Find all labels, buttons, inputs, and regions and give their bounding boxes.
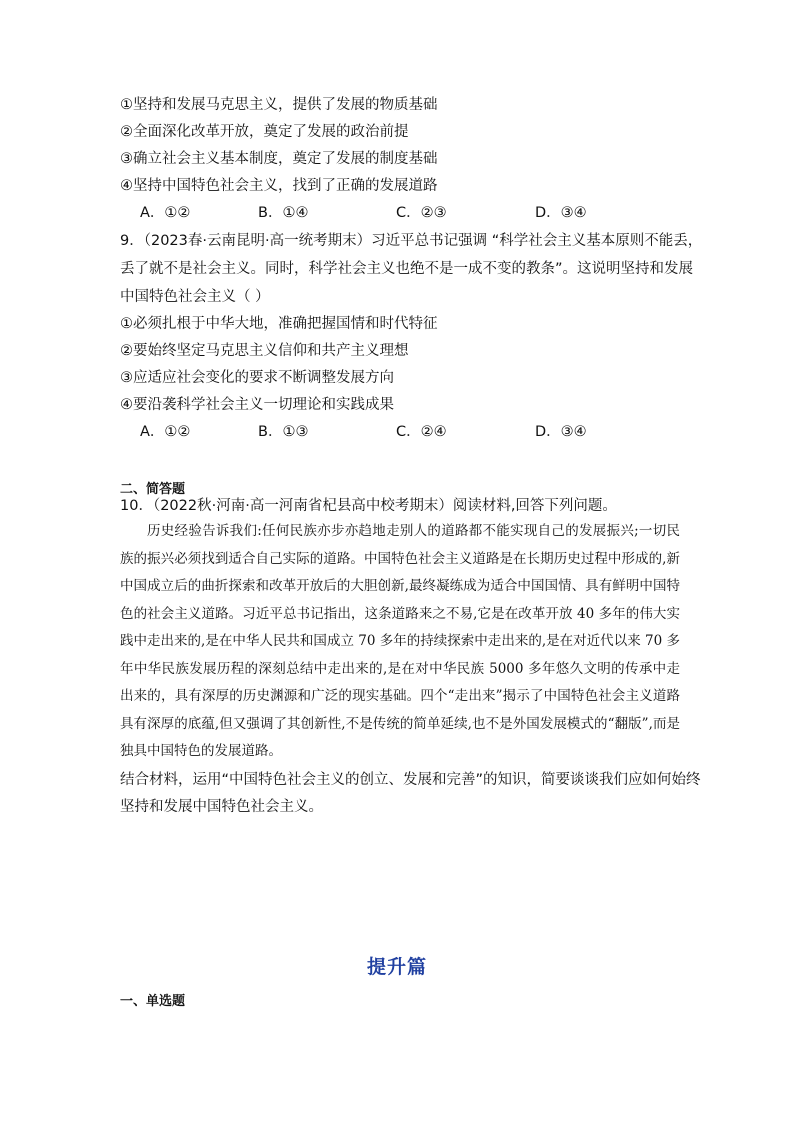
q8-option-c: C．②③: [396, 205, 447, 221]
section-heading-short-answer: 二、简答题: [120, 482, 186, 497]
q10-question-line-1: 结合材料，运用“中国特色社会主义的创立、发展和完善”的知识，简要谈谈我们应如何始终: [120, 772, 701, 788]
q9-item-4: ④要沿袭科学社会主义一切理论和实践成果: [120, 397, 394, 413]
q9-option-a: A．①②: [140, 424, 191, 440]
q9-item-3: ③应适应社会变化的要求不断调整发展方向: [120, 370, 394, 386]
q10-stem: 10．（2022秋·河南·高一河南省杞县高中校考期末）阅读材料,回答下列问题。: [120, 498, 617, 514]
q9-stem-line-3: 中国特色社会主义（ ）: [120, 289, 270, 305]
q8-option-a: A．①②: [140, 205, 191, 221]
q9-stem-line-1: 9．（2023春·云南昆明·高一统考期末）习近平总书记强调 “科学社会主义基本原则不能丢，: [120, 233, 703, 249]
q9-option-b: B．①③: [258, 424, 309, 440]
q9-item-1: ①必须扎根于中华大地，准确把握国情和时代特征: [120, 316, 438, 332]
q8-item-1: ①坚持和发展马克思主义，提供了发展的物质基础: [120, 97, 438, 113]
q9-option-c: C．②④: [396, 424, 447, 440]
q9-option-d: D．③④: [535, 424, 587, 440]
q8-option-d: D．③④: [535, 205, 587, 221]
q8-item-3: ③确立社会主义基本制度，奠定了发展的制度基础: [120, 151, 438, 167]
q9-stem-line-2: 丢了就不是社会主义。同时，科学社会主义也绝不是一成不变的教条”。这说明坚持和发展: [120, 261, 694, 277]
q10-question-line-2: 坚持和发展中国特色社会主义。: [120, 799, 323, 815]
q8-item-4: ④坚持中国特色社会主义，找到了正确的发展道路: [120, 178, 438, 194]
q10-material: [120, 518, 680, 766]
q8-option-b: B．①④: [258, 205, 309, 221]
q8-item-2: ②全面深化改革开放，奠定了发展的政治前提: [120, 124, 409, 140]
section-title-advanced: 提升篇: [366, 956, 427, 978]
q10-material-text: 历史经验告诉我们:任何民族亦步亦趋地走别人的道路都不能实现自己的发展振兴;一切民族的振兴必须找到适合自己实际的道路。中国特色社会主义道路是在长期历史过程中形成的,新中国成立后的曲折探索和改革开放后的大胆创新,最终凝练成为适合中国国情、具有鲜明中国特色的社会主义道路。习近平总书记指出，这条道路来之不易,它是在改革开放 40 多年的伟大实践中走出来的,是在中华人民共和国成立 70 多年的持续探索中走出来的,是在对近代以来 70 多年中华民族发展历程的深刻总结中走出来的,是在对中华民族 5000 多年悠久文明的传承中走出来的，具有深厚的历史渊源和广泛的现实基础。四个“走出来”揭示了中国特色社会主义道路具有深厚的底蕴,但又强调了其创新性,不是传统的简单延续,也不是外国发展模式的“翻版”,而是独具中国特色的发展道路。: [120, 523, 680, 759]
q9-item-2: ②要始终坚定马克思主义信仰和共产主义理想: [120, 343, 409, 359]
q8-options: [140, 203, 640, 223]
q9-options: [140, 422, 640, 442]
section-heading-single-choice: 一、单选题: [120, 994, 186, 1009]
